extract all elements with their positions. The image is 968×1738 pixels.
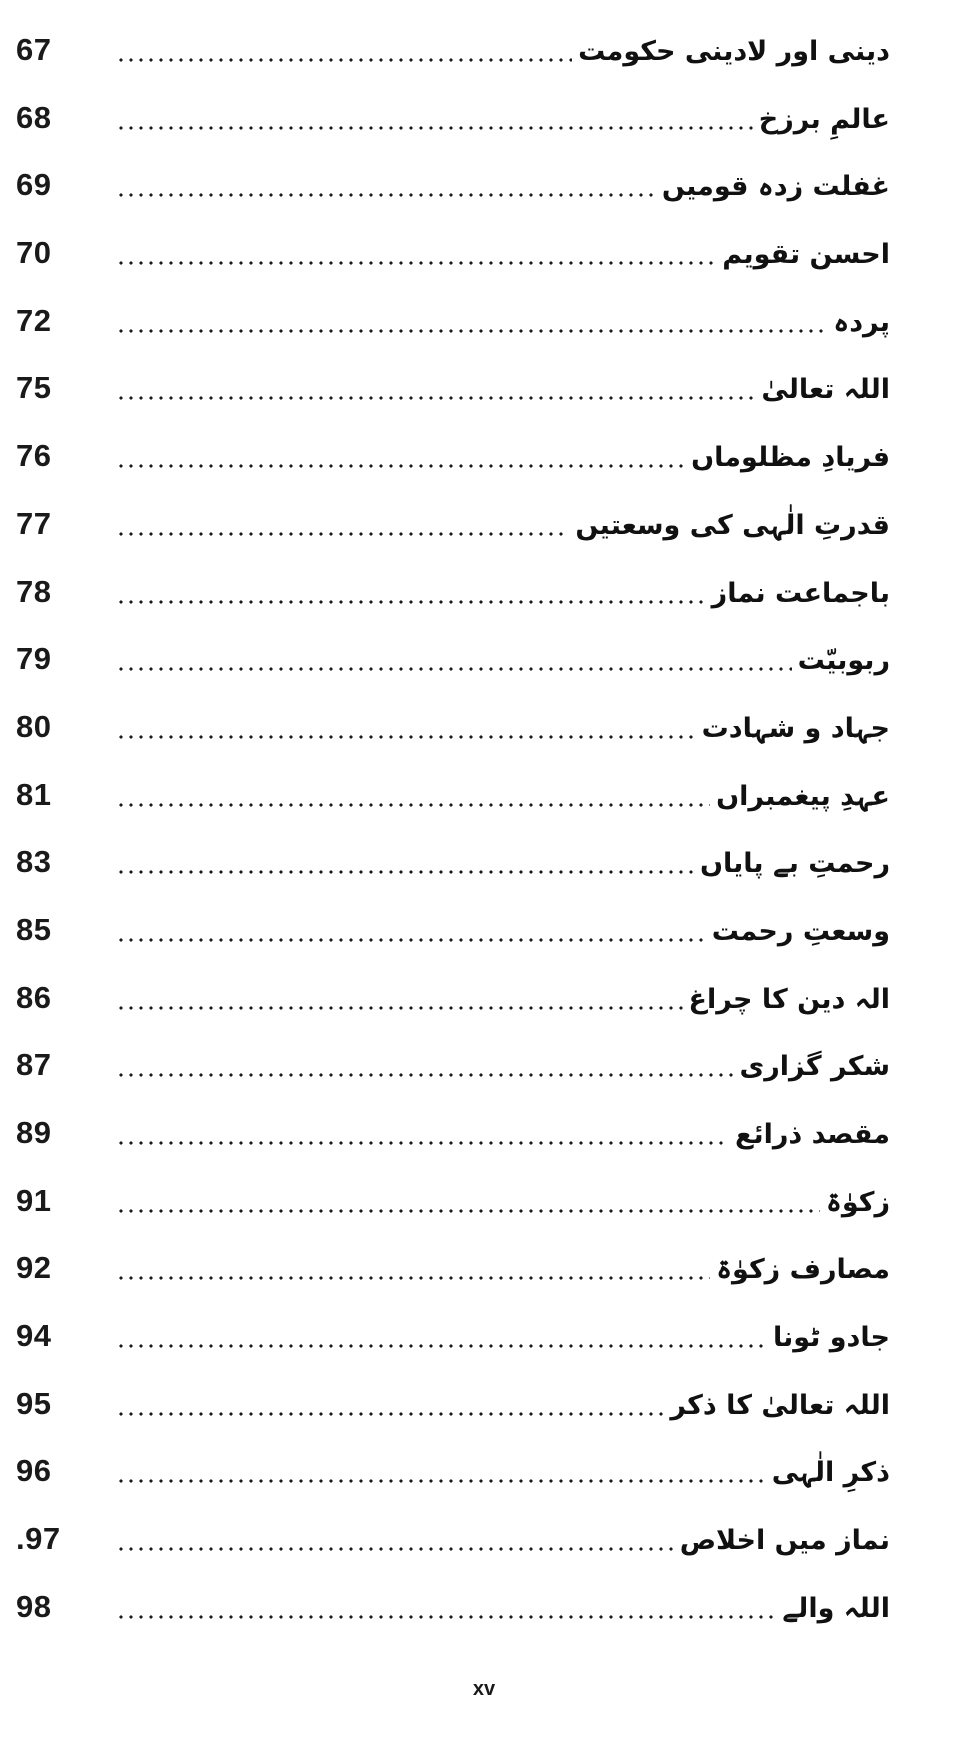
toc-page-number: 91: [16, 1182, 52, 1218]
dot-leader: [116, 193, 656, 197]
toc-page-number: 67: [16, 32, 52, 67]
toc-entry-line: [116, 1314, 890, 1358]
toc-entry: [0, 155, 968, 223]
toc-entry: [0, 1441, 968, 1509]
toc-page-number: 69: [16, 167, 52, 203]
toc-page-number: 80: [16, 708, 52, 744]
toc-entry-line: [116, 773, 890, 817]
toc-title: مصارف زکوٰۃ: [716, 1254, 890, 1286]
toc-entry: [0, 20, 968, 88]
toc-entry-line: [116, 434, 890, 478]
toc-entry-line: [116, 231, 890, 275]
toc-page-number: 78: [16, 573, 52, 609]
toc-entry-line: [116, 1517, 890, 1561]
toc-entry: [0, 1238, 968, 1306]
toc-title: فریادِ مظلوماں: [691, 442, 890, 474]
dot-leader: [116, 667, 792, 671]
toc-entry: [0, 1306, 968, 1374]
toc-title: دینی اور لادینی حکومت: [578, 36, 890, 67]
toc-entry: [0, 1035, 968, 1103]
toc-title: اللہ تعالیٰ کا ذکر: [670, 1389, 890, 1421]
toc-entry: [0, 1374, 968, 1442]
toc-entry: [0, 1103, 968, 1171]
toc-entry: [0, 900, 968, 968]
dot-leader: [116, 1547, 674, 1551]
toc-entry-line: [116, 976, 890, 1020]
toc-entry: [0, 968, 968, 1036]
toc-page-number: 79: [16, 641, 52, 677]
toc-entry: [0, 1509, 968, 1577]
dot-leader: [116, 870, 694, 874]
dot-leader: [116, 1006, 683, 1010]
toc-page-number: 92: [16, 1250, 52, 1286]
dot-leader: [116, 1479, 766, 1483]
toc-page-number: 87: [16, 1047, 52, 1083]
dot-leader: [116, 735, 696, 739]
dot-leader: [116, 464, 685, 468]
toc-entry-line: [116, 1449, 890, 1493]
toc-title: قدرتِ الٰہی کی وسعتیں: [575, 509, 890, 541]
toc-entry-line: [116, 637, 890, 681]
toc-page-number: .97: [16, 1521, 61, 1557]
dot-leader: [116, 58, 572, 62]
toc-page-number: 83: [16, 844, 52, 880]
dot-leader: [116, 1412, 664, 1416]
toc-entry: [0, 291, 968, 359]
toc-page-number: 72: [16, 302, 52, 338]
toc-title: الہ دین کا چراغ: [688, 983, 890, 1015]
toc-page-number: 94: [16, 1318, 52, 1354]
toc-entry-line: [116, 28, 890, 72]
toc-title: جادو ٹونا: [773, 1322, 890, 1354]
toc-title: شکر گزاری: [739, 1051, 890, 1083]
toc-entry: [0, 765, 968, 833]
dot-leader: [116, 126, 753, 130]
toc-page-number: 89: [16, 1115, 52, 1150]
toc-entry: [0, 562, 968, 630]
dot-leader: [116, 1073, 734, 1077]
toc-title: عالمِ برزخ: [758, 103, 890, 135]
toc-entry: [0, 629, 968, 697]
toc-entry: [0, 494, 968, 562]
dot-leader: [116, 1344, 767, 1348]
toc-title: باجماعت نماز: [711, 577, 890, 609]
toc-title: پردہ: [833, 306, 890, 338]
toc-entry-line: [116, 366, 890, 410]
toc-page-number: 70: [16, 235, 52, 271]
toc-entry: [0, 426, 968, 494]
toc-entry: [0, 1577, 968, 1645]
toc-page-number: 68: [16, 99, 52, 135]
toc-title: جہاد و شہادت: [701, 712, 890, 744]
dot-leader: [116, 1276, 710, 1280]
toc-entry-line: [116, 908, 890, 952]
toc-title: مقصد ذرائع: [735, 1119, 890, 1150]
toc-entry-line: [116, 1179, 890, 1223]
toc-title: وسعتِ رحمت: [711, 915, 890, 947]
toc-title: رحمتِ بے پایاں: [699, 848, 890, 880]
toc-entry-line: [116, 1382, 890, 1426]
dot-leader: [116, 329, 827, 333]
toc-entry: [0, 1171, 968, 1239]
toc-page-number: 81: [16, 776, 52, 812]
toc-title: ربوبیّت: [797, 645, 890, 677]
toc-page-number: 86: [16, 979, 52, 1015]
toc-entry-line: [116, 1246, 890, 1290]
toc-entry-line: [116, 502, 890, 546]
toc-entry: [0, 697, 968, 765]
dot-leader: [116, 1141, 729, 1145]
toc-title: اللہ تعالیٰ: [761, 374, 890, 406]
toc-page-number: 77: [16, 505, 52, 541]
toc-title: نماز میں اخلاص: [679, 1525, 890, 1557]
toc-entry-line: [116, 840, 890, 884]
dot-leader: [116, 1615, 776, 1619]
toc-title: غفلت زدہ قومیں: [661, 171, 890, 203]
page-folio: xv: [472, 1678, 496, 1700]
toc-page-number: 76: [16, 438, 52, 474]
dot-leader: [116, 1209, 820, 1213]
toc-entry: [0, 832, 968, 900]
table-of-contents: [0, 20, 968, 1645]
dot-leader: [116, 803, 710, 807]
toc-title: عہدِ پیغمبراں: [716, 780, 890, 812]
toc-entry-line: [116, 299, 890, 343]
dot-leader: [116, 938, 706, 942]
toc-page-number: 75: [16, 370, 52, 406]
toc-entry-line: [116, 705, 890, 749]
toc-entry: [0, 88, 968, 156]
toc-title: زکوٰۃ: [826, 1186, 890, 1218]
toc-entry-line: [116, 96, 890, 140]
toc-page-number: 85: [16, 911, 52, 947]
toc-entry-line: [116, 1585, 890, 1629]
dot-leader: [116, 396, 755, 400]
toc-entry-line: [116, 570, 890, 614]
toc-title: ذکرِ الٰہی: [771, 1457, 890, 1489]
toc-page-number: 98: [16, 1588, 52, 1624]
toc-title: اللہ والے: [782, 1592, 890, 1624]
toc-entry-line: [116, 1111, 890, 1155]
toc-entry: [0, 358, 968, 426]
toc-title: احسن تقویم: [722, 239, 890, 271]
toc-page-number: 96: [16, 1453, 52, 1489]
dot-leader: [116, 532, 569, 536]
toc-entry: [0, 223, 968, 291]
toc-entry-line: [116, 163, 890, 207]
toc-entry-line: [116, 1043, 890, 1087]
toc-page-number: 95: [16, 1385, 52, 1421]
dot-leader: [116, 600, 706, 604]
dot-leader: [116, 261, 716, 265]
